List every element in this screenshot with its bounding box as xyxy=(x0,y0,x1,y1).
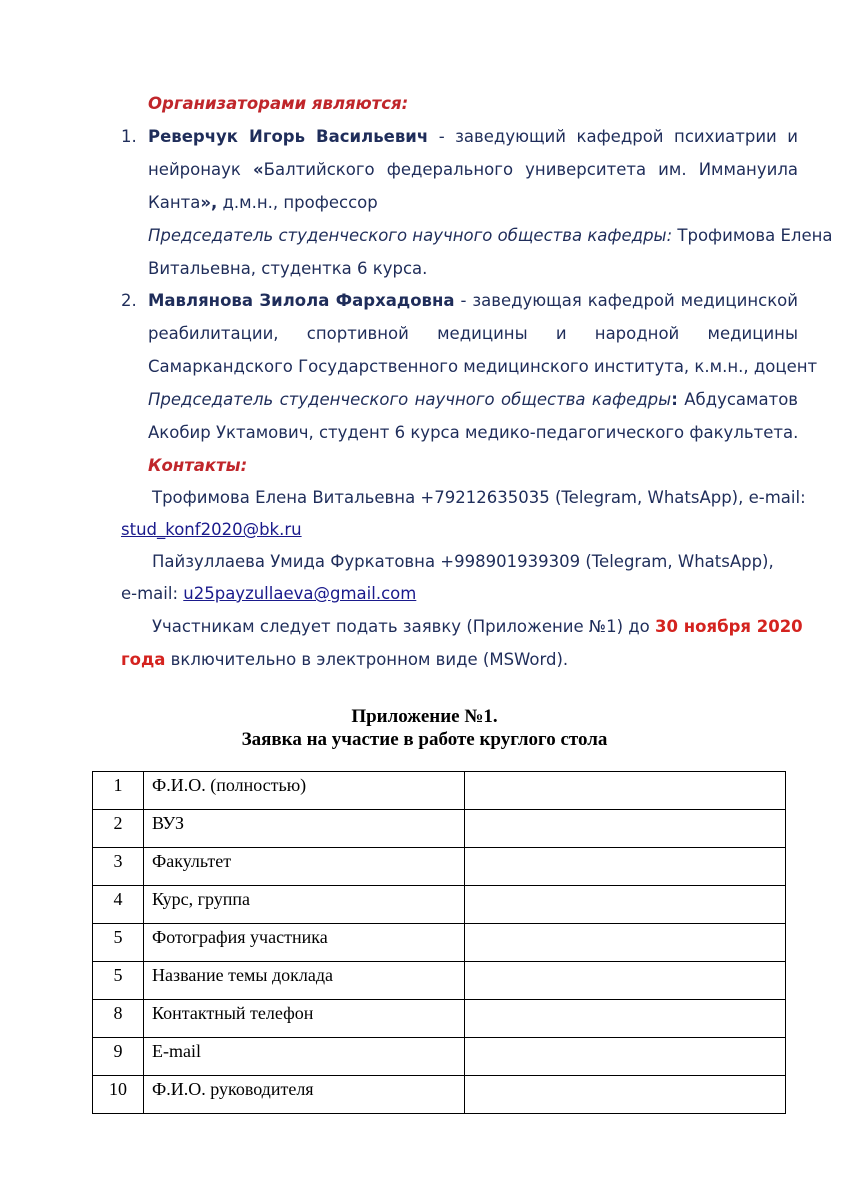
field-label: Фотография участника xyxy=(144,924,465,962)
contacts-heading: Контакты: xyxy=(148,456,248,475)
organizer-line xyxy=(148,159,798,181)
organizer-line: реабилитации, спортивной медицины и народной медицины xyxy=(148,324,798,343)
organizer-description: - заведующая кафедрой медицинской xyxy=(460,291,799,310)
table-row xyxy=(93,1038,786,1076)
contact-line: Пайзуллаева Умида Фуркатовна +998901939309 (Telegram, WhatsApp), xyxy=(152,552,774,571)
field-label: Ф.И.О. руководителя xyxy=(144,1076,465,1114)
submission-line xyxy=(121,649,568,671)
field-label: E-mail xyxy=(144,1038,465,1076)
submission-text: Участникам следует подать заявку (Приложение №1) до xyxy=(152,617,650,636)
chair-line xyxy=(148,389,798,411)
field-label: Название темы доклада xyxy=(144,962,465,1000)
organizer-name: Реверчук Игорь Васильевич xyxy=(148,127,429,146)
table-row xyxy=(93,1000,786,1038)
deadline-year-word: года xyxy=(121,650,166,669)
field-value[interactable] xyxy=(465,1000,786,1038)
table-row xyxy=(93,1076,786,1114)
row-number: 5 xyxy=(93,962,144,1000)
field-value[interactable] xyxy=(465,848,786,886)
chair-name: Абдусаматов xyxy=(684,390,799,409)
organizer-line xyxy=(148,192,378,214)
email-label: e-mail: xyxy=(121,584,184,603)
chair-line: Акобир Уктамович, студент 6 курса медико-педагогического факультета. xyxy=(148,423,799,442)
table-row xyxy=(93,886,786,924)
row-number: 5 xyxy=(93,924,144,962)
submission-text: включительно в электронном виде (MSWord). xyxy=(165,650,569,669)
field-label: Контактный телефон xyxy=(144,1000,465,1038)
field-value[interactable] xyxy=(465,924,786,962)
organizer-line xyxy=(148,126,798,148)
contact-email-line xyxy=(121,583,416,605)
row-number: 2 xyxy=(93,810,144,848)
table-row xyxy=(93,848,786,886)
field-label: ВУЗ xyxy=(144,810,465,848)
organizer-number: 2. xyxy=(121,291,137,310)
application-form-table xyxy=(92,771,786,1114)
field-value[interactable] xyxy=(465,1076,786,1114)
table-row xyxy=(93,924,786,962)
chair-label: Председатель студенческого научного общества кафедры: xyxy=(148,226,673,245)
submission-line xyxy=(152,616,803,638)
organizer-description: Балтийского федерального университета им. Иммануила xyxy=(263,160,798,179)
chair-name: Трофимова Елена xyxy=(672,226,833,245)
contact-line: Трофимова Елена Витальевна +79212635035 (Telegram, WhatsApp), e-mail: xyxy=(152,488,806,507)
organizer-name: Мавлянова Зилола Фархадовна xyxy=(148,291,455,310)
email-link[interactable]: u25payzullaeva@gmail.com xyxy=(183,584,417,603)
field-value[interactable] xyxy=(465,772,786,810)
field-value[interactable] xyxy=(465,1038,786,1076)
table-row xyxy=(93,962,786,1000)
row-number: 8 xyxy=(93,1000,144,1038)
organizer-description: - заведующий кафедрой психиатрии и xyxy=(438,127,799,146)
chair-label: Председатель студенческого научного общества кафедры xyxy=(148,390,672,409)
row-number: 10 xyxy=(93,1076,144,1114)
chair-colon: : xyxy=(671,390,678,409)
chair-line xyxy=(148,225,833,247)
row-number: 1 xyxy=(93,772,144,810)
organizer-line: Самаркандского Государственного медицинского института, к.м.н., доцент xyxy=(148,357,818,376)
field-label: Ф.И.О. (полностью) xyxy=(144,772,465,810)
row-number: 9 xyxy=(93,1038,144,1076)
organizer-line xyxy=(148,290,798,312)
table-row xyxy=(93,772,786,810)
quote-mark: « xyxy=(253,160,264,179)
quote-mark: », xyxy=(200,193,218,212)
appendix-title: Приложение №1. xyxy=(351,706,498,727)
field-value[interactable] xyxy=(465,886,786,924)
organizer-degree: д.м.н., профессор xyxy=(217,193,378,212)
organizer-description: нейронаук xyxy=(148,160,241,179)
deadline-date: 30 ноября 2020 xyxy=(655,617,803,636)
field-label: Курс, группа xyxy=(144,886,465,924)
contact-email-line xyxy=(121,519,302,541)
table-row xyxy=(93,810,786,848)
field-value[interactable] xyxy=(465,810,786,848)
organizers-heading: Организаторами являются: xyxy=(148,94,409,113)
appendix-subtitle: Заявка на участие в работе круглого стола xyxy=(241,729,608,750)
chair-line: Витальевна, студентка 6 курса. xyxy=(148,259,428,278)
organizer-description: Канта xyxy=(148,193,201,212)
row-number: 4 xyxy=(93,886,144,924)
email-link[interactable]: stud_konf2020@bk.ru xyxy=(121,520,302,539)
field-value[interactable] xyxy=(465,962,786,1000)
organizer-number: 1. xyxy=(121,127,137,146)
row-number: 3 xyxy=(93,848,144,886)
field-label: Факультет xyxy=(144,848,465,886)
